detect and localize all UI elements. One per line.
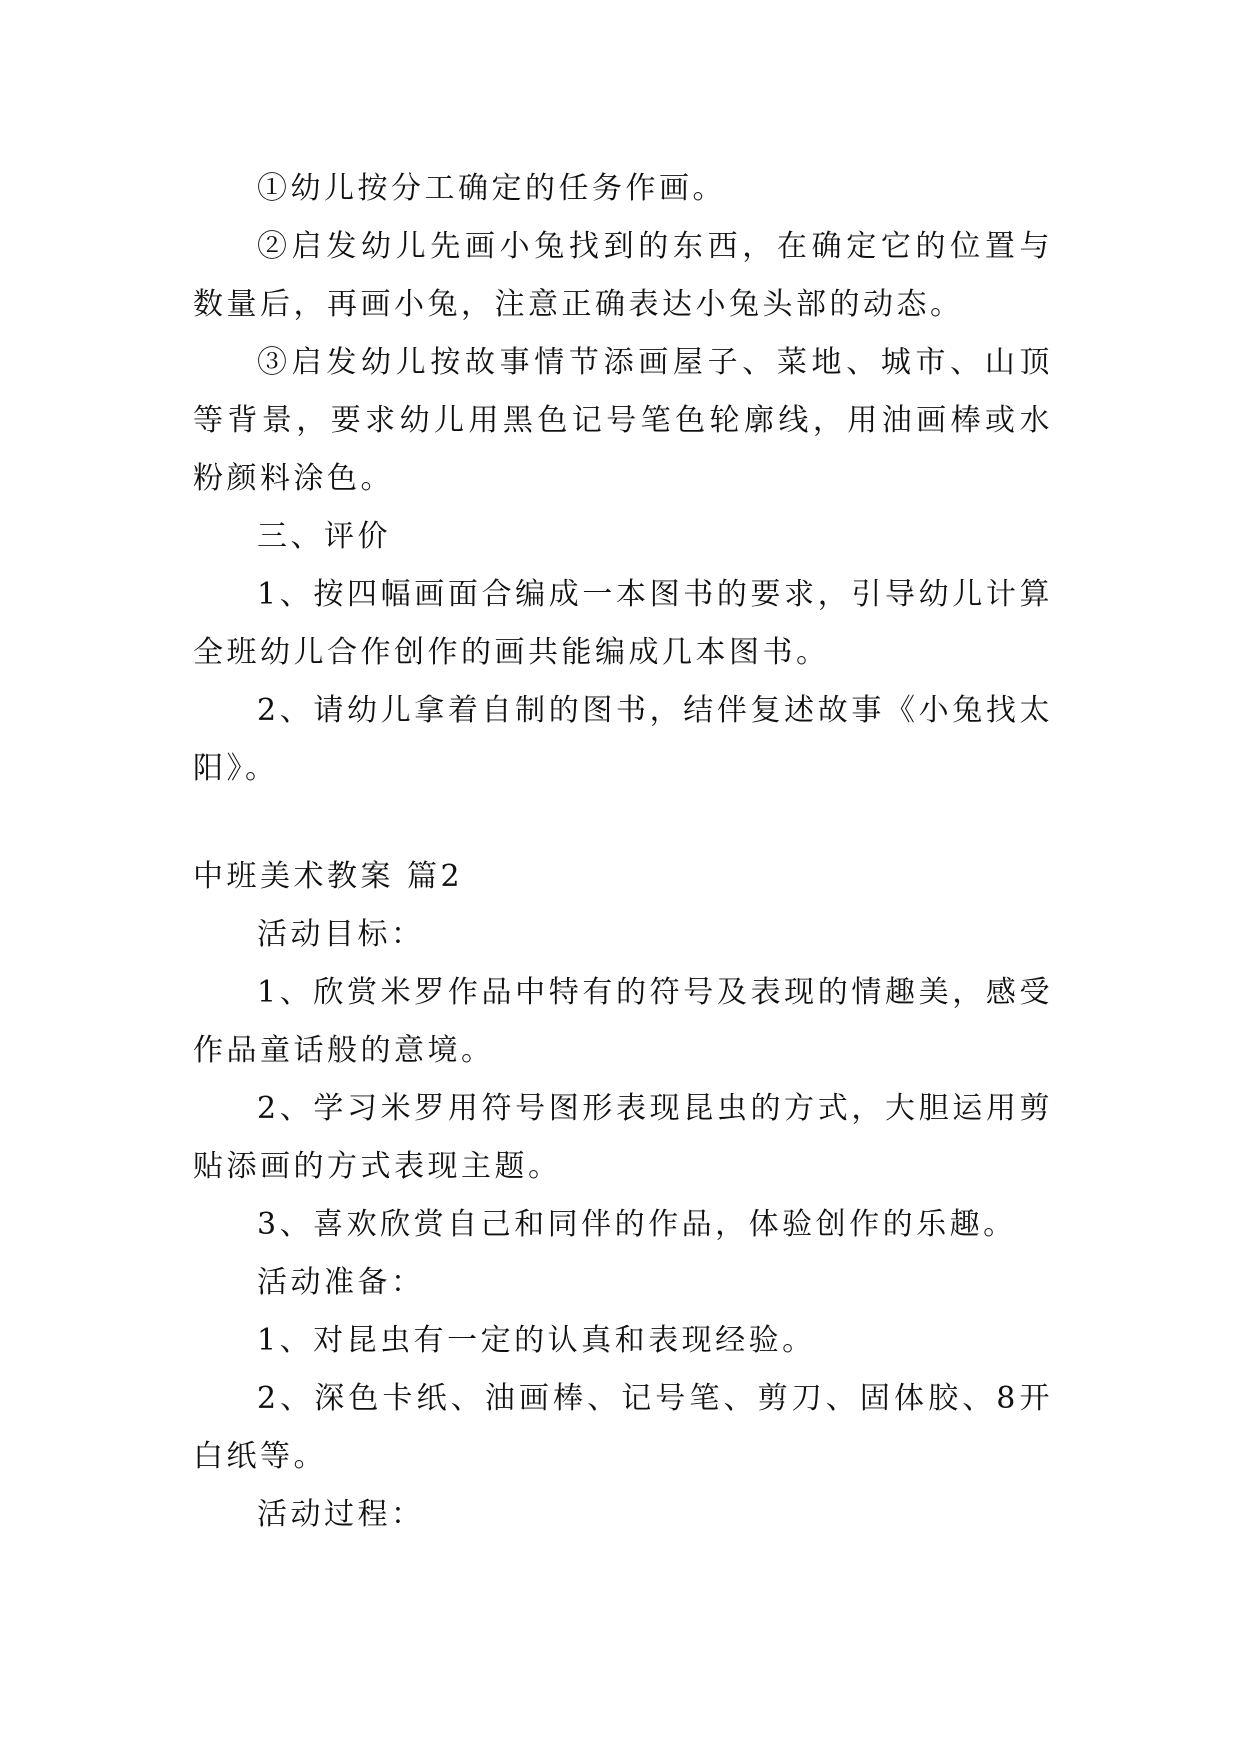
document-body (193, 160, 1053, 1544)
paragraph-preparation-1: 1、对昆虫有一定的认真和表现经验。 (257, 1323, 816, 1358)
paragraph-evaluation-2: 2、请幼儿拿着自制的图书，结伴复述故事《小兔找太阳》。 (193, 693, 1053, 786)
paragraph-goal-1: 1、欣赏米罗作品中特有的符号及表现的情趣美，感受作品童话般的意境。 (193, 975, 1053, 1068)
paragraph-step-2: ②启发幼儿先画小兔找到的东西，在确定它的位置与数量后，再画小兔，注意正确表达小兔头部的动态。 (193, 229, 1053, 322)
heading-activity-goals: 活动目标： (257, 917, 425, 952)
heading-activity-preparation: 活动准备： (257, 1265, 425, 1300)
paragraph-preparation-2: 2、深色卡纸、油画棒、记号笔、剪刀、固体胶、8开白纸等。 (193, 1381, 1053, 1474)
paragraph-goal-3: 3、喜欢欣赏自己和同伴的作品，体验创作的乐趣。 (257, 1207, 1017, 1242)
section-title: 中班美术教案 篇2 (193, 859, 464, 894)
paragraph-step-1: ①幼儿按分工确定的任务作画。 (257, 171, 726, 206)
heading-evaluation: 三、评价 (257, 519, 391, 554)
paragraph-step-3: ③启发幼儿按故事情节添画屋子、菜地、城市、山顶等背景，要求幼儿用黑色记号笔色轮廓线，用油画棒或水粉颜料涂色。 (193, 345, 1053, 496)
paragraph-evaluation-1: 1、按四幅画面合编成一本图书的要求，引导幼儿计算全班幼儿合作创作的画共能编成几本图书。 (193, 577, 1053, 670)
paragraph-goal-2: 2、学习米罗用符号图形表现昆虫的方式，大胆运用剪贴添画的方式表现主题。 (193, 1091, 1053, 1184)
heading-activity-process: 活动过程： (257, 1497, 425, 1532)
